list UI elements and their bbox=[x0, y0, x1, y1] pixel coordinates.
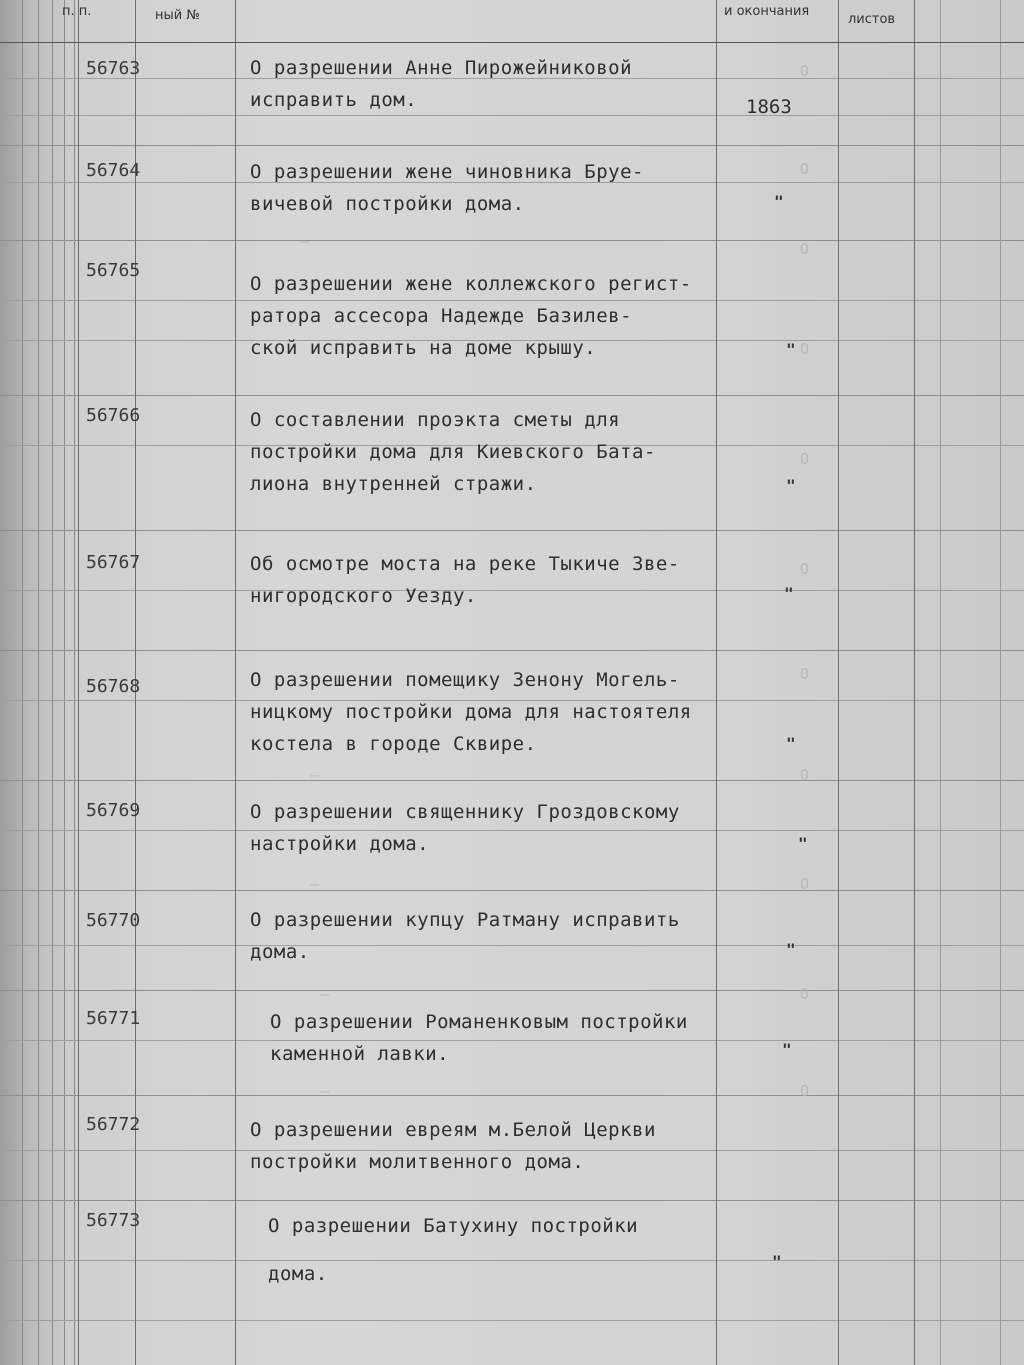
entry-text: О разрешении жене чиновника Бруе- вичевой постройки дома. bbox=[250, 161, 644, 215]
entry-text: О разрешении жене коллежского регист- ратора ассесора Надежде Базилев- ской исправить на доме крышу. bbox=[250, 273, 692, 359]
ditto-mark: " bbox=[798, 834, 808, 853]
column-rule bbox=[235, 0, 236, 1365]
entry-text: О составлении проэкта сметы для постройки дома для Киевского Бата- лиона внутренней стражи. bbox=[250, 409, 656, 495]
entry-number: 56766 bbox=[86, 405, 141, 426]
entry-text: О разрешении купцу Ратману исправить дома. bbox=[250, 909, 680, 963]
entry-number: 56771 bbox=[86, 1008, 141, 1029]
header-number: ный № bbox=[155, 8, 200, 23]
entry-number: 56764 bbox=[86, 160, 141, 181]
entry-number: 56765 bbox=[86, 260, 141, 281]
header-index: п. п. bbox=[62, 4, 92, 19]
entry-date: 1863 bbox=[746, 96, 792, 118]
entry-text: О разрешении Батухину постройки дома. bbox=[268, 1215, 639, 1285]
column-rule bbox=[78, 0, 79, 1365]
archive-page: п. п. ный № и окончания листов О О — О О О О О — О — О — О — О 56763 О разрешении Анне Пирожейниковой исправить дом. 1863 56764 О разрешении жене чиновника Бруе- вичевой постройки дома. " 56765 О разрешении жене коллежского регист- ратора ассесора Надежде Базилев- ской исправить на доме крышу. " 56766 О составлении проэкта сметы для постройки дома для Киевского Бата- лиона внутренней стражи. " 56767 Об осмотре моста на реке Тыкиче Зве- нигородского Уезду. " 56768 О разрешении помещику Зенону Могель- ницкому постройки дома для настоятеля костела в городе Сквире. " 56769 О разрешении священнику Гроздовскому настройки дома. " 56770 О разрешении купцу Ратману исправить дома. " 56771 О разрешении Романенковым постройки каменной лавки. " 56772 О разрешении евреям м.Белой Церкви постройки молитвенного дома. 56773 О разрешении Батухину постройки дома. " bbox=[0, 0, 1024, 1365]
column-rule bbox=[838, 0, 839, 1365]
column-rule bbox=[716, 0, 717, 1365]
book-binding bbox=[0, 0, 78, 1365]
entry-number: 56767 bbox=[86, 552, 141, 573]
entry-text: О разрешении Романенковым постройки каменной лавки. bbox=[270, 1011, 688, 1065]
ditto-mark: " bbox=[786, 340, 796, 359]
entry-text: О разрешении помещику Зенону Могель- ницкому постройки дома для настоятеля костела в городе Сквире. bbox=[250, 669, 692, 755]
entry-text: Об осмотре моста на реке Тыкиче Зве- нигородского Уезду. bbox=[250, 553, 680, 607]
entry-number: 56768 bbox=[86, 676, 141, 697]
entry-text: О разрешении священнику Гроздовскому настройки дома. bbox=[250, 801, 680, 855]
entry-number: 56773 bbox=[86, 1210, 141, 1231]
column-rule bbox=[1000, 0, 1001, 1365]
ditto-mark: " bbox=[784, 584, 794, 603]
entry-number: 56769 bbox=[86, 800, 141, 821]
entry-number: 56772 bbox=[86, 1114, 141, 1135]
ditto-mark: " bbox=[774, 192, 784, 211]
column-rule bbox=[914, 0, 915, 1365]
entry-text: О разрешении евреям м.Белой Церкви постройки молитвенного дома. bbox=[250, 1119, 656, 1173]
ditto-mark: " bbox=[786, 734, 796, 753]
column-rule bbox=[940, 0, 941, 1365]
header-sheets: листов bbox=[848, 12, 896, 27]
entry-text: О разрешении Анне Пирожейниковой исправить дом. bbox=[250, 57, 633, 111]
entry-number: 56763 bbox=[86, 58, 141, 79]
header-dates: и окончания bbox=[724, 4, 810, 19]
ditto-mark: " bbox=[786, 940, 796, 959]
ditto-mark: " bbox=[786, 476, 796, 495]
ditto-mark: " bbox=[772, 1252, 782, 1271]
entry-number: 56770 bbox=[86, 910, 141, 931]
ditto-mark: " bbox=[782, 1040, 792, 1059]
